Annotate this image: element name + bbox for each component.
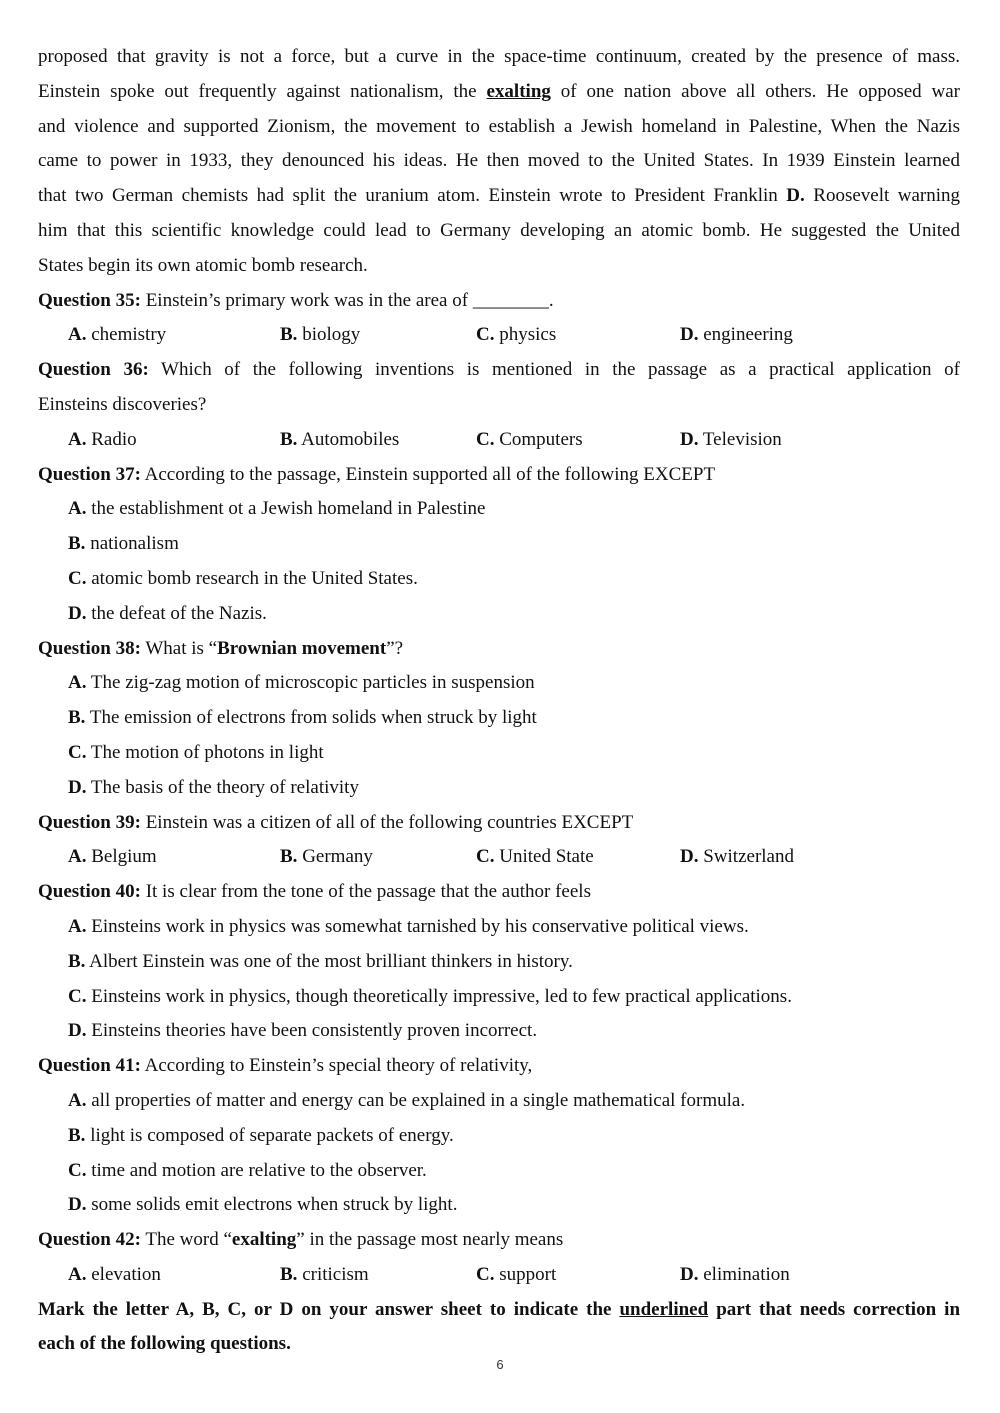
option-b[interactable]: B. Albert Einstein was one of the most brilliant thinkers in history. xyxy=(68,950,573,972)
options-36 xyxy=(38,423,960,458)
options-35 xyxy=(38,318,960,353)
question-label: Question 35: xyxy=(38,289,141,311)
question-text: Which of the following inventions is mentioned in the passage as a practical application of xyxy=(161,359,960,381)
passage-line xyxy=(38,214,960,249)
passage-line xyxy=(38,75,960,110)
question-35 xyxy=(38,284,960,319)
passage-line xyxy=(38,40,960,75)
option-d[interactable]: D. engineering xyxy=(680,324,793,346)
passage-text: and violence and supported Zionism, the movement to establish a Jewish homeland in Palestine, When the Nazis xyxy=(38,115,960,137)
question-42: Question 42: The word “exalting” in the passage most nearly means xyxy=(38,1229,564,1251)
question-text: Einstein was a citizen of all of the following countries EXCEPT xyxy=(145,811,634,833)
passage-bold: D. xyxy=(786,185,805,207)
question-40 xyxy=(38,875,960,910)
option-c[interactable]: C. atomic bomb research in the United States. xyxy=(68,567,418,589)
option-a[interactable]: A. Belgium xyxy=(68,846,157,868)
page-number: 6 xyxy=(496,1357,504,1372)
question-text: Einsteins discoveries? xyxy=(38,393,207,415)
passage-text: Roosevelt warning xyxy=(813,185,960,207)
option-d[interactable]: D. the defeat of the Nazis. xyxy=(68,602,267,624)
question-label: Question 37: xyxy=(38,463,141,485)
option-d[interactable]: D. The basis of the theory of relativity xyxy=(68,776,359,798)
question-36-cont xyxy=(38,388,960,423)
question-label: Question 42: xyxy=(38,1229,141,1251)
option-b[interactable]: B. criticism xyxy=(280,1263,369,1285)
question-38: Question 38: What is “Brownian movement”? xyxy=(38,637,404,659)
option-a[interactable]: A. the establishment ot a Jewish homeland in Palestine xyxy=(68,498,486,520)
term-brownian-movement: Brownian movement xyxy=(217,637,387,659)
option-d[interactable]: D. Switzerland xyxy=(680,846,794,868)
option-b[interactable]: B. biology xyxy=(280,324,361,346)
option-b[interactable]: B. light is composed of separate packets of energy. xyxy=(68,1124,454,1146)
option-d[interactable]: D. Television xyxy=(680,428,782,450)
question-label: Question 36: xyxy=(38,359,149,381)
option-a[interactable]: A. Radio xyxy=(68,428,137,450)
option-b[interactable]: B. Germany xyxy=(280,846,373,868)
question-37 xyxy=(38,458,960,493)
question-text: According to the passage, Einstein supported all of the following EXCEPT xyxy=(144,463,716,485)
question-text: It is clear from the tone of the passage that the author feels xyxy=(145,881,591,903)
option-c[interactable]: C. Computers xyxy=(476,428,583,450)
passage-line xyxy=(38,144,960,179)
options-42 xyxy=(38,1258,960,1293)
question-36 xyxy=(38,353,960,388)
option-a[interactable]: A. The zig-zag motion of microscopic particles in suspension xyxy=(68,672,535,694)
underlined-word: underlined xyxy=(619,1298,709,1320)
option-d[interactable]: D. some solids emit electrons when struck by light. xyxy=(68,1194,458,1216)
option-b[interactable]: B. The emission of electrons from solids when struck by light xyxy=(68,707,537,729)
question-label: Question 40: xyxy=(38,881,141,903)
passage-line xyxy=(38,179,960,214)
question-41 xyxy=(38,1049,960,1084)
passage-text: him that this scientific knowledge could lead to Germany developing an atomic bomb. He suggested the United xyxy=(38,219,960,241)
passage-text: Einstein spoke out frequently against nationalism, the xyxy=(38,80,477,102)
passage-line xyxy=(38,249,960,284)
keyword-exalting: exalting xyxy=(486,80,551,102)
question-text: Einstein’s primary work was in the area of ________. xyxy=(145,289,554,311)
passage-text: States begin its own atomic bomb research. xyxy=(38,254,368,276)
options-39 xyxy=(38,840,960,875)
option-a[interactable]: A. Einsteins work in physics was somewhat tarnished by his conservative political views. xyxy=(68,915,749,937)
option-b[interactable]: B. Automobiles xyxy=(280,428,400,450)
passage-text: came to power in 1933, they denounced his ideas. He then moved to the United States. In 1939 Einstein learned xyxy=(38,150,960,172)
option-d[interactable]: D. Einsteins theories have been consistently proven incorrect. xyxy=(68,1020,538,1042)
option-c[interactable]: C. time and motion are relative to the observer. xyxy=(68,1159,427,1181)
question-label: Question 38: xyxy=(38,637,141,659)
option-c[interactable]: C. The motion of photons in light xyxy=(68,741,324,763)
passage-line xyxy=(38,110,960,145)
question-label: Question 41: xyxy=(38,1055,141,1077)
section-instruction-cont: each of the following questions. xyxy=(38,1333,291,1355)
question-39 xyxy=(38,806,960,841)
option-a[interactable]: A. chemistry xyxy=(68,324,167,346)
option-c[interactable]: C. physics xyxy=(476,324,557,346)
option-c[interactable]: C. support xyxy=(476,1263,557,1285)
option-c[interactable]: C. United State xyxy=(476,846,594,868)
option-a[interactable]: A. elevation xyxy=(68,1263,161,1285)
question-label: Question 39: xyxy=(38,811,141,833)
option-d[interactable]: D. elimination xyxy=(680,1263,790,1285)
passage-text: that two German chemists had split the uranium atom. Einstein wrote to President Franklin xyxy=(38,185,778,207)
question-text: According to Einstein’s special theory of relativity, xyxy=(144,1055,533,1077)
option-b[interactable]: B. nationalism xyxy=(68,533,179,555)
option-a[interactable]: A. all properties of matter and energy can be explained in a single mathematical formula. xyxy=(68,1089,746,1111)
document-page xyxy=(38,40,960,1362)
passage-text: of one nation above all others. He opposed war xyxy=(560,80,960,102)
term-exalting: exalting xyxy=(231,1229,297,1251)
option-c[interactable]: C. Einsteins work in physics, though theoretically impressive, led to few practical applications. xyxy=(68,985,792,1007)
passage-text: proposed that gravity is not a force, but a curve in the space-time continuum, created by the presence of mass. xyxy=(38,46,960,67)
section-instruction: Mark the letter A, B, C, or D on your answer sheet to indicate the underlined part that needs correction in xyxy=(38,1298,960,1320)
